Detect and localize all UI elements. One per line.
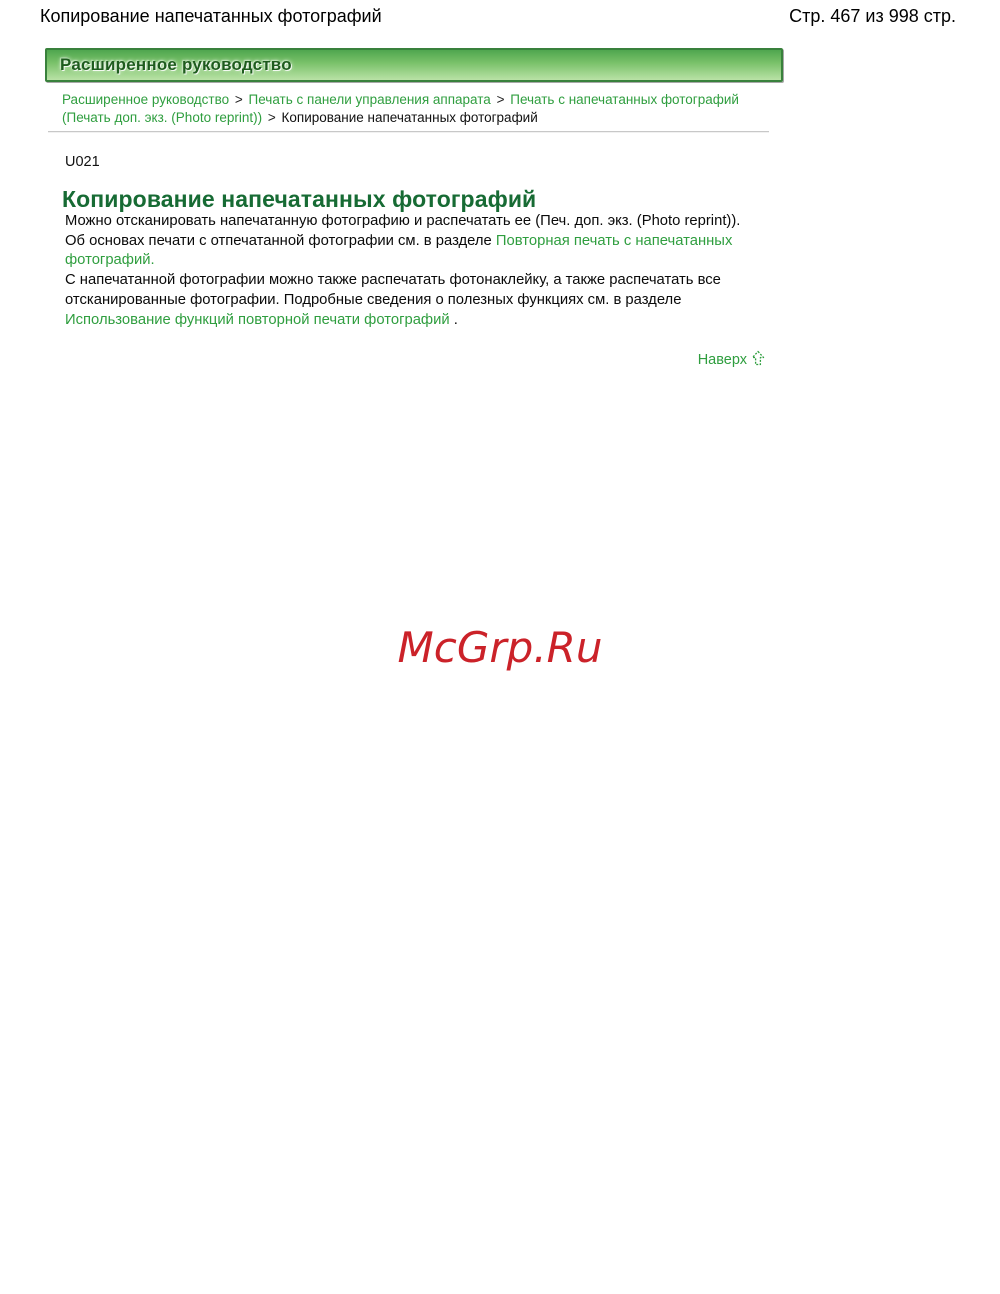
- breadcrumb-link-printing-from-panel[interactable]: Печать с панели управления аппарата: [248, 92, 491, 107]
- watermark: McGrp.Ru: [397, 623, 603, 672]
- back-to-top: [65, 350, 765, 368]
- article-content: [62, 154, 765, 369]
- back-to-top-link[interactable]: Наверх: [697, 352, 747, 369]
- up-arrow-icon[interactable]: [751, 350, 765, 366]
- guide-banner-label: Расширенное руководство: [60, 55, 292, 74]
- breadcrumb-separator: >: [496, 92, 505, 107]
- paragraph-basics-text: Об основах печати с отпечатанной фотографии см. в разделе: [65, 232, 492, 249]
- link-photo-reprint-section[interactable]: Повторная печать с напечатанных фотографий.: [65, 232, 733, 269]
- breadcrumb: [62, 91, 752, 126]
- breadcrumb-current: Копирование напечатанных фотографий: [281, 109, 538, 125]
- breadcrumb-separator: >: [267, 109, 276, 125]
- breadcrumb-link-extended-guide[interactable]: Расширенное руководство: [62, 92, 230, 107]
- paragraph-functions: [65, 271, 765, 330]
- page-counter: Стр. 467 из 998 стр.: [789, 6, 956, 26]
- breadcrumb-divider: [48, 131, 769, 133]
- breadcrumb-separator: >: [234, 92, 243, 107]
- guide-banner: [45, 48, 783, 82]
- paragraph-functions-suffix: .: [453, 311, 458, 328]
- article-code: U021: [65, 154, 100, 170]
- paragraph-functions-text: С напечатанной фотографии можно также распечатать фотонаклейку, а также распечатать все отсканированные фотографии. Подробные сведения о полезных функциях см. в разделе: [65, 272, 721, 308]
- link-useful-functions-section[interactable]: Использование функций повторной печати фотографий: [65, 311, 450, 328]
- document-title: Копирование напечатанных фотографий: [40, 6, 382, 26]
- paragraph-basics: [65, 232, 765, 271]
- breadcrumb-link-printing-from-photos[interactable]: Печать с напечатанных фотографий (Печать доп. экз. (Photo reprint)): [62, 92, 739, 125]
- top-header: [0, 0, 1000, 27]
- page-title: Копирование напечатанных фотографий: [62, 186, 537, 212]
- paragraph-intro: Можно отсканировать напечатанную фотографию и распечатать ее (Печ. доп. экз. (Photo reprint)).: [65, 213, 741, 229]
